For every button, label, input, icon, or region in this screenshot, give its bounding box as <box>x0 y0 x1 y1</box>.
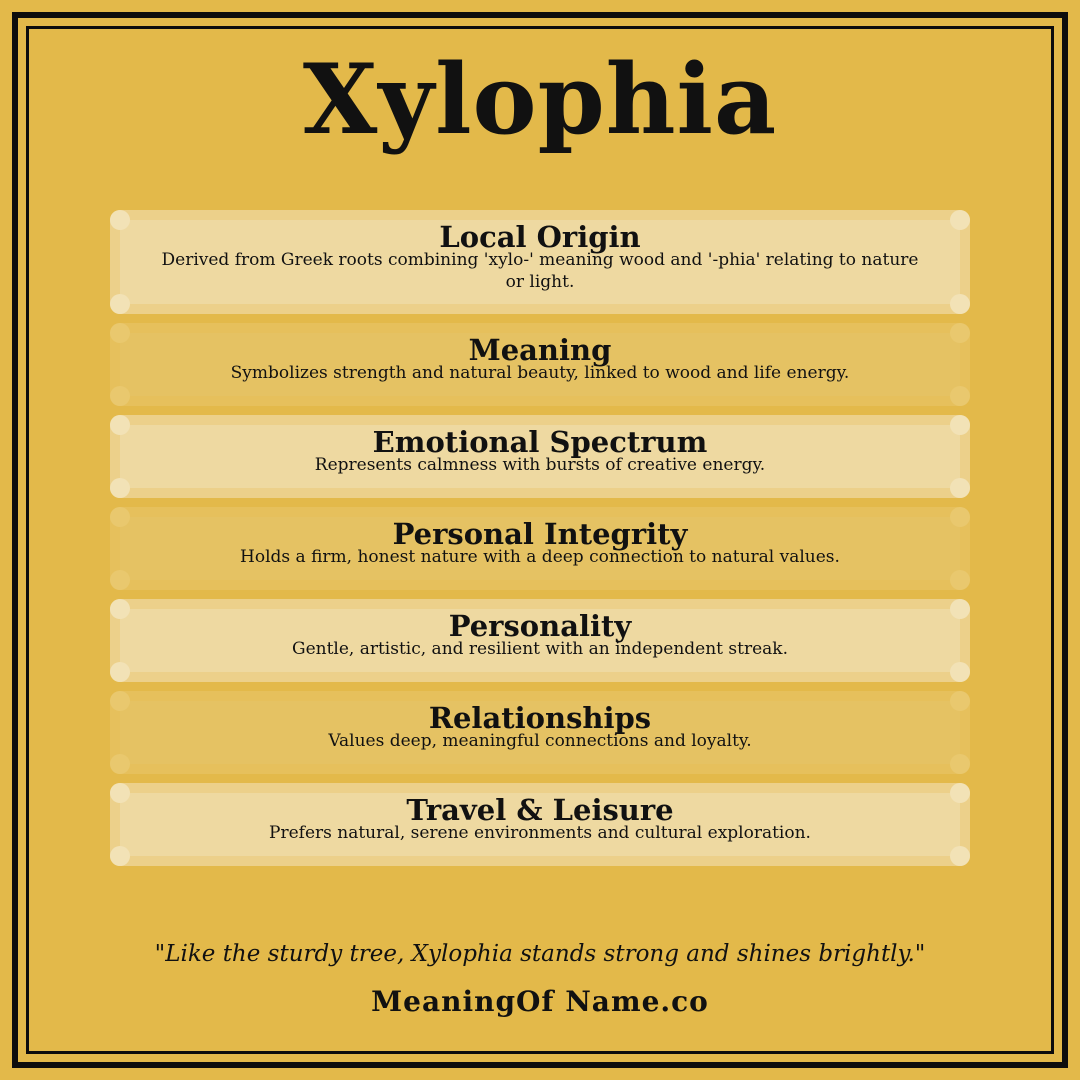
name-quote: "Like the sturdy tree, Xylophia stands strong and shines brightly." <box>154 941 926 967</box>
corner-dot <box>950 294 970 314</box>
corner-dot <box>110 599 130 619</box>
corner-dot <box>950 783 970 803</box>
card-heading: Personality <box>448 609 632 643</box>
card-relationships <box>110 691 970 774</box>
corner-dot <box>110 415 130 435</box>
card-heading: Personal Integrity <box>392 517 688 551</box>
corner-dot <box>950 691 970 711</box>
card-text: Represents calmness with bursts of creative energy. <box>314 455 766 475</box>
corner-dot <box>950 846 970 866</box>
corner-dot <box>110 570 130 590</box>
corner-dot <box>110 478 130 498</box>
brand-footer: MeaningOf Name.co <box>371 985 709 1018</box>
corner-dot <box>950 415 970 435</box>
card-personality <box>110 599 970 682</box>
corner-dot <box>950 662 970 682</box>
card-text: Values deep, meaningful connections and loyalty. <box>328 731 752 751</box>
corner-dot <box>110 210 130 230</box>
corner-dot <box>110 323 130 343</box>
corner-dot <box>950 570 970 590</box>
card-heading: Travel & Leisure <box>406 793 674 827</box>
corner-dot <box>110 662 130 682</box>
card-travel-leisure <box>110 783 970 866</box>
card-heading: Emotional Spectrum <box>372 425 708 459</box>
corner-dot <box>110 783 130 803</box>
card-heading: Relationships <box>428 701 652 735</box>
corner-dot <box>110 846 130 866</box>
corner-dot <box>110 754 130 774</box>
corner-dot <box>950 507 970 527</box>
card-personal-integrity <box>110 507 970 590</box>
corner-dot <box>950 323 970 343</box>
corner-dot <box>110 294 130 314</box>
page-title: Xylophia <box>302 43 778 156</box>
card-text: Gentle, artistic, and resilient with an independent streak. <box>291 639 788 659</box>
card-text: Holds a firm, honest nature with a deep connection to natural values. <box>240 547 840 567</box>
card-heading: Local Origin <box>439 220 641 254</box>
sections-list <box>110 210 970 875</box>
corner-dot <box>950 754 970 774</box>
card-text: Derived from Greek roots combining 'xylo-' meaning wood and '-phia' relating to nature or light. <box>161 250 919 292</box>
card-meaning <box>110 323 970 406</box>
corner-dot <box>950 599 970 619</box>
corner-dot <box>110 507 130 527</box>
corner-dot <box>110 691 130 711</box>
corner-dot <box>110 386 130 406</box>
corner-dot <box>950 210 970 230</box>
corner-dot <box>950 478 970 498</box>
card-text: Symbolizes strength and natural beauty, linked to wood and life energy. <box>230 363 850 383</box>
card-text: Prefers natural, serene environments and cultural exploration. <box>269 823 811 843</box>
card-heading: Meaning <box>468 333 612 367</box>
card-emotional-spectrum <box>110 415 970 498</box>
card-local-origin <box>110 210 970 314</box>
corner-dot <box>950 386 970 406</box>
